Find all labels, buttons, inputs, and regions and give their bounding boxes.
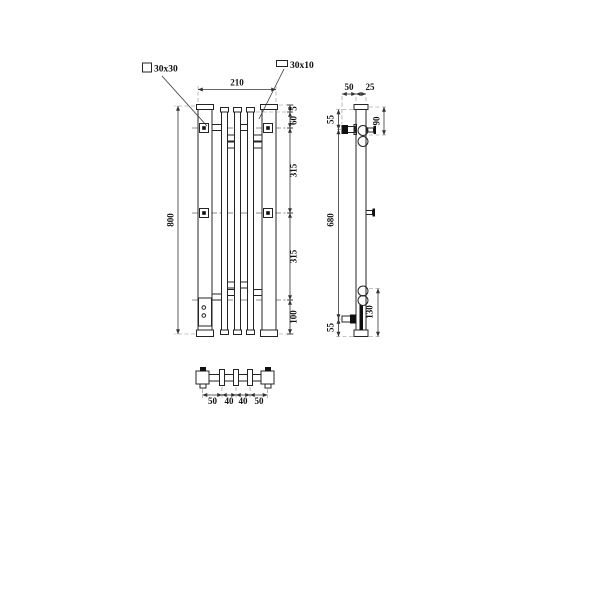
dim-hook-height: 90 xyxy=(371,116,382,126)
flat-bar-1 xyxy=(222,112,228,330)
side-bracket-bottom xyxy=(342,315,356,324)
dim-post-depth: 25 xyxy=(365,82,375,92)
bracket-mid-left-stud xyxy=(202,211,206,215)
dim-chain-315a: 315 xyxy=(288,163,299,178)
left-post xyxy=(198,110,212,331)
side-post-base xyxy=(354,330,368,337)
flat-bar-1-section xyxy=(220,370,225,386)
left-post-base xyxy=(197,330,214,337)
dim-chain-100: 100 xyxy=(288,310,299,324)
side-pin-middle xyxy=(366,209,375,217)
flat-bar-2-section xyxy=(234,370,239,386)
dim-chain-5: 5 xyxy=(288,106,299,111)
dim-bracket-depth: 50 xyxy=(344,82,354,92)
callout-square-profile xyxy=(143,63,208,126)
dim-width xyxy=(198,78,276,103)
left-post-section xyxy=(196,371,209,384)
flat-profile-icon xyxy=(277,61,288,67)
dim-heater-height: 130 xyxy=(364,305,375,319)
side-bracket-top xyxy=(342,125,357,135)
flat-bar-3 xyxy=(248,112,254,330)
left-foot xyxy=(200,384,206,388)
pin-head xyxy=(374,126,377,134)
dim-spacing-40a: 40 xyxy=(224,396,234,406)
bracket-top-left-stud xyxy=(202,126,206,130)
right-post xyxy=(262,110,276,331)
flat-bar-3-foot xyxy=(247,330,255,335)
flat-bar-1-foot xyxy=(221,330,229,335)
tube xyxy=(228,282,235,288)
dim-height-value: 800 xyxy=(165,213,176,227)
dim-bottom-bracket-offset: 55 xyxy=(325,323,336,332)
dim-width-value: 210 xyxy=(230,77,244,88)
bracket-arm xyxy=(342,316,351,322)
tube xyxy=(241,125,248,131)
tube xyxy=(254,142,263,148)
tube xyxy=(254,135,263,141)
right-wall-stud xyxy=(265,367,271,372)
top-view-dimensions xyxy=(203,387,268,406)
tube xyxy=(212,294,222,300)
tube xyxy=(228,142,235,148)
dim-spacing-50a: 50 xyxy=(208,396,217,406)
left-post-cap xyxy=(197,105,214,110)
left-wall-stud xyxy=(200,367,206,372)
dim-chain-60: 60 xyxy=(288,116,299,125)
side-post xyxy=(356,110,366,331)
pin-head xyxy=(373,209,376,217)
flat-bar-2-cap xyxy=(234,108,242,113)
dim-bracket-span: 680 xyxy=(325,213,336,227)
dim-spacing-40b: 40 xyxy=(238,396,248,406)
side-view xyxy=(326,82,388,337)
bracket-anchor xyxy=(342,125,349,134)
right-post-cap xyxy=(261,105,278,110)
right-post-base xyxy=(261,330,278,337)
right-post-section xyxy=(261,371,274,384)
square-profile-icon xyxy=(143,63,152,72)
tube xyxy=(228,135,235,141)
tube xyxy=(241,282,248,288)
heating-element xyxy=(360,305,364,330)
flat-profile-label: 30x10 xyxy=(290,61,314,71)
dim-spacing-50b: 50 xyxy=(254,396,264,406)
dim-top-bracket-offset: 55 xyxy=(325,115,336,124)
leader-line xyxy=(162,76,207,126)
tube xyxy=(212,125,222,131)
bracket-mid-right-stud xyxy=(266,211,270,215)
dim-height xyxy=(166,106,196,334)
flat-bar-2-foot xyxy=(234,330,242,335)
top-view xyxy=(196,367,274,406)
bracket-top-right-stud xyxy=(266,126,270,130)
pin-shaft xyxy=(366,211,373,215)
tube xyxy=(228,290,235,296)
flat-bar-3-section xyxy=(248,370,253,386)
square-profile-label: 30x30 xyxy=(154,64,178,75)
right-foot xyxy=(265,384,271,388)
flat-bar-3-cap xyxy=(247,108,255,113)
flat-bars xyxy=(221,108,255,335)
side-post-cap xyxy=(354,105,368,110)
tube xyxy=(254,290,263,296)
flat-bar-1-cap xyxy=(221,108,229,113)
bracket-anchor xyxy=(350,315,356,324)
front-view xyxy=(192,105,293,337)
flat-bar-2 xyxy=(235,112,241,330)
dim-chain-315b: 315 xyxy=(288,249,299,264)
